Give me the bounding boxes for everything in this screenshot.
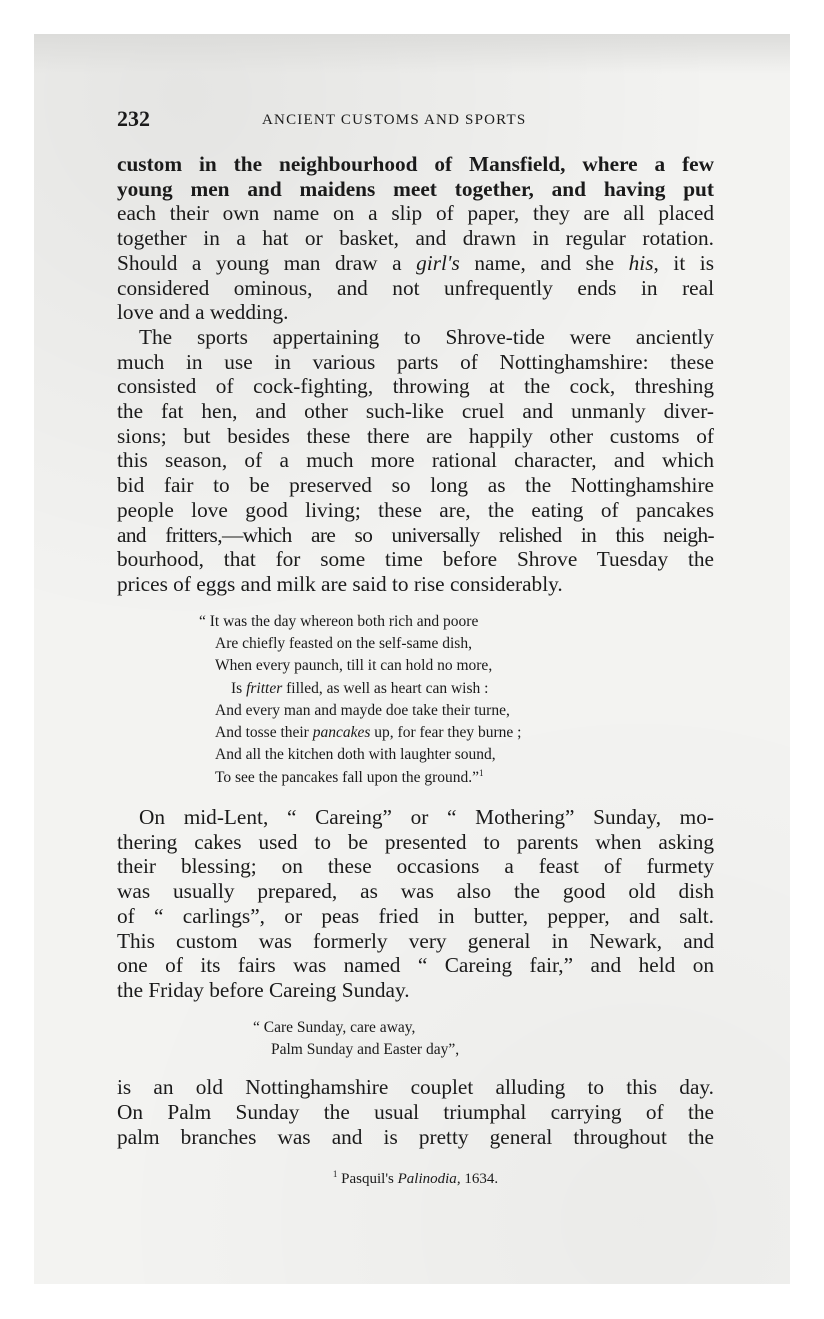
text-line: bid fair to be preserved so long as the Nottinghamshire xyxy=(117,473,714,498)
text-run: Pasquil's xyxy=(341,1171,394,1188)
text-line: the Friday before Careing Sunday. xyxy=(117,977,410,1002)
running-head xyxy=(117,96,714,130)
text-run: Is xyxy=(231,679,243,697)
verse-pancakes xyxy=(199,611,714,789)
text-line: sions; but besides these there are happily other customs of xyxy=(117,423,714,448)
footnote-mark: 1 xyxy=(332,1169,338,1180)
page-number: 232 xyxy=(117,106,150,131)
text-line: and fritters,—which are so universally relished in this neigh- xyxy=(117,522,714,547)
text-line: considered ominous, and not unfrequently ends in real xyxy=(117,275,714,300)
book-page xyxy=(117,96,714,1188)
verse-care-sunday xyxy=(253,1017,714,1062)
scan-shadow xyxy=(34,34,790,74)
text-line: this season, of a much more rational character, and which xyxy=(117,448,714,473)
verse-line: When every paunch, till it can hold no more, xyxy=(215,657,493,675)
verse-line xyxy=(199,767,714,789)
verse-line: “ Care Sunday, care away, xyxy=(253,1018,416,1036)
verse-line: Are chiefly feasted on the self-same dish, xyxy=(215,634,472,652)
text-line: of “ carlings”, or peas fried in butter, pepper, and salt. xyxy=(117,903,714,928)
text-line: their blessing; on these occasions a feast of furmety xyxy=(117,854,714,879)
text-line: custom in the neighbourhood of Mansfield, where a few xyxy=(117,152,714,176)
paragraph-shrove-tide xyxy=(117,325,714,597)
text-line: was usually prepared, as was also the good old dish xyxy=(117,879,714,904)
text-run: filled, as well as heart can wish : xyxy=(286,679,489,697)
footnote-reference: 1 xyxy=(479,767,484,778)
text-line: together in a hat or basket, and drawn in regular rotation. xyxy=(117,226,714,251)
text-line: the fat hen, and other such-like cruel and unmanly diver- xyxy=(117,399,714,424)
text-line: thering cakes used to be presented to parents when asking xyxy=(117,829,714,854)
text-run: name, and she xyxy=(474,250,615,275)
verse-line: And every man and mayde doe take their turne, xyxy=(215,701,510,719)
text-line xyxy=(117,251,714,276)
text-line: each their own name on a slip of paper, they are all placed xyxy=(117,201,714,226)
text-run: up, for fear they burne ; xyxy=(374,724,522,742)
italic-palinodia: Palinodia xyxy=(397,1171,457,1188)
verse-line: “ It was the day whereon both rich and poore xyxy=(199,612,479,630)
text-line: much in use in various parts of Nottinghamshire: these xyxy=(117,349,714,374)
text-line: one of its fairs was named “ Careing fair,” and held on xyxy=(117,953,714,978)
text-line: On mid-Lent, “ Careing” or “ Mothering” Sunday, mo- xyxy=(139,805,714,830)
italic-his: his xyxy=(628,250,654,275)
footnote xyxy=(117,1171,714,1188)
text-line: prices of eggs and milk are said to rise considerably. xyxy=(117,571,563,596)
verse-line: Palm Sunday and Easter day”, xyxy=(271,1040,460,1058)
text-line: consisted of cock-fighting, throwing at the cock, threshing xyxy=(117,374,714,399)
verse-line: And all the kitchen doth with laughter sound, xyxy=(215,746,496,764)
italic-girls: girl's xyxy=(416,250,460,275)
running-title: ANCIENT CUSTOMS AND SPORTS xyxy=(262,112,527,128)
text-run: , it is xyxy=(653,250,715,275)
text-line: This custom was formerly very general in Newark, and xyxy=(117,928,714,953)
text-line: people love good living; these are, the eating of pancakes xyxy=(117,497,714,522)
text-line: love and a wedding. xyxy=(117,300,289,325)
italic-pancakes: pancakes xyxy=(312,724,371,742)
text-run: Should a young man draw a xyxy=(117,250,402,275)
text-run: And tosse their xyxy=(215,724,309,742)
text-line: young men and maidens meet together, and having put xyxy=(117,176,714,201)
verse-line xyxy=(199,678,714,700)
text-run: To see the pancakes fall upon the ground.” xyxy=(215,768,480,786)
paragraph-palm-sunday xyxy=(117,1075,714,1149)
text-line: The sports appertaining to Shrove-tide were anciently xyxy=(139,324,714,349)
verse-line xyxy=(199,722,714,744)
paragraph-mid-lent xyxy=(117,805,714,1003)
text-line: palm branches was and is pretty general throughout the xyxy=(117,1124,714,1149)
paragraph-mansfield-custom xyxy=(117,152,714,325)
text-line: On Palm Sunday the usual triumphal carrying of the xyxy=(117,1099,714,1124)
italic-fritter: fritter xyxy=(246,679,283,697)
text-line: is an old Nottinghamshire couplet alluding to this day. xyxy=(117,1075,714,1100)
text-run: , 1634. xyxy=(456,1171,499,1188)
text-line: bourhood, that for some time before Shrove Tuesday the xyxy=(117,547,714,572)
